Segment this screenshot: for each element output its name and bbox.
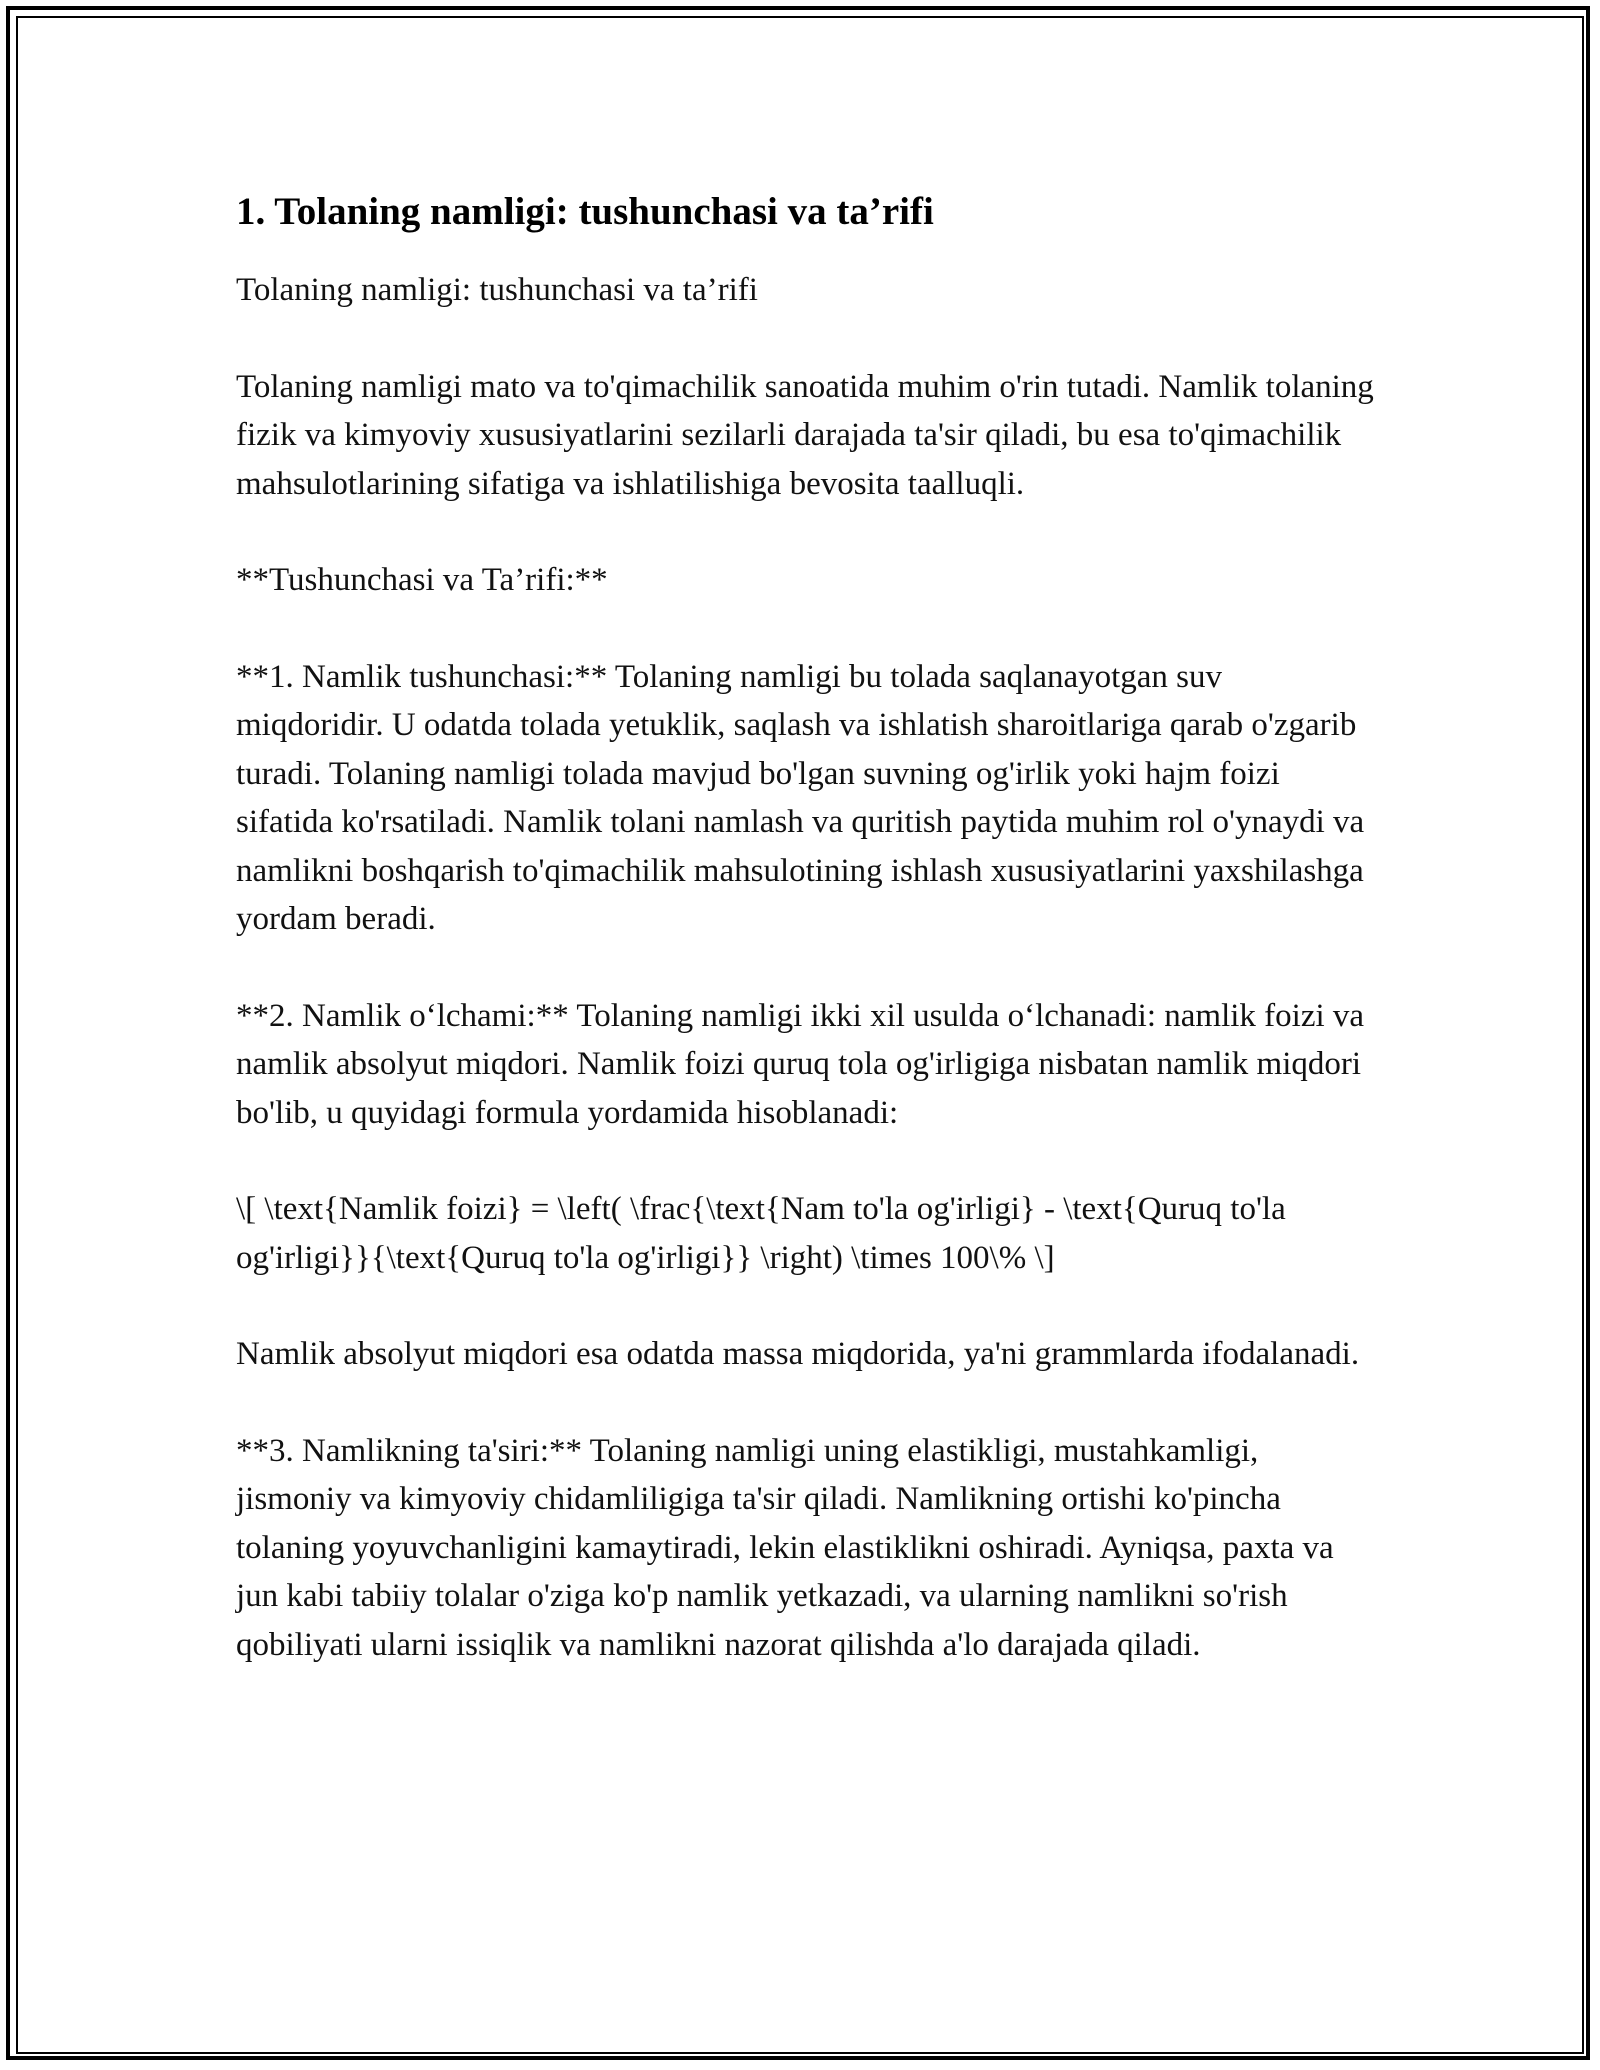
moisture-measurement-paragraph: **2. Namlik o‘lchami:** Tolaning namligi ikki xil usulda o‘lchanadi: namlik foizi va namlik absolyut miqdori. Namlik foizi quruq tola og'irligiga nisbatan namlik miqdori bo'lib, u quyidagi formula yordamida hisoblanadi: [236,997,1373,1131]
document-body [236,186,1383,1717]
definition-heading-paragraph: **Tushunchasi va Ta’rifi:** [236,562,608,598]
absolute-moisture-paragraph: Namlik absolyut miqdori esa odatda massa miqdorida, ya'ni grammlarda ifodalanadi. [236,1336,1360,1372]
formula-paragraph: \[ \text{Namlik foizi} = \left( \frac{\text{Nam to'la og'irligi} - \text{Quruq to'la og'irligi}}{\text{Quruq to'la og'irligi}} \right) \times 100\% \] [236,1191,1294,1276]
section-heading: 1. Tolaning namligi: tushunchasi va ta’rifi [236,190,934,233]
moisture-effect-paragraph: **3. Namlikning ta'siri:** Tolaning namligi uning elastikligi, mustahkamligi, jismoniy va kimyoviy chidamliligiga ta'sir qiladi. Namlikning ortishi ko'pincha tolaning yoyuvchanligini kamaytiradi, lekin elastiklikni oshiradi. Ayniqsa, paxta va jun kabi tabiiy tolalar o'ziga ko'p namlik yetkazadi, va ularning namlikni so'rish qobiliyati ularni issiqlik va namlikni nazorat qilishda a'lo darajada qiladi. [236,1432,1342,1663]
subtitle-paragraph: Tolaning namligi: tushunchasi va ta’rifi [236,272,758,308]
moisture-concept-paragraph: **1. Namlik tushunchasi:** Tolaning namligi bu tolada saqlanayotgan suv miqdoridir. U odatda tolada yetuklik, saqlash va ishlatish sharoitlariga qarab o'zgarib turadi. Tolaning namligi tolada mavjud bo'lgan suvning og'irlik yoki hajm foizi sifatida ko'rsatiladi. Namlik tolani namlash va quritish paytida muhim rol o'ynaydi va namlikni boshqarish to'qimachilik mahsulotining ishlash xususiyatlarini yaxshilashga yordam beradi. [236,658,1373,937]
intro-paragraph: Tolaning namligi mato va to'qimachilik sanoatida muhim o'rin tutadi. Namlik tolaning fizik va kimyoviy xususiyatlarini sezilarli darajada ta'sir qiladi, bu esa to'qimachilik mahsulotlarining sifatiga va ishlatilishiga bevosita taalluqli. [236,368,1383,502]
